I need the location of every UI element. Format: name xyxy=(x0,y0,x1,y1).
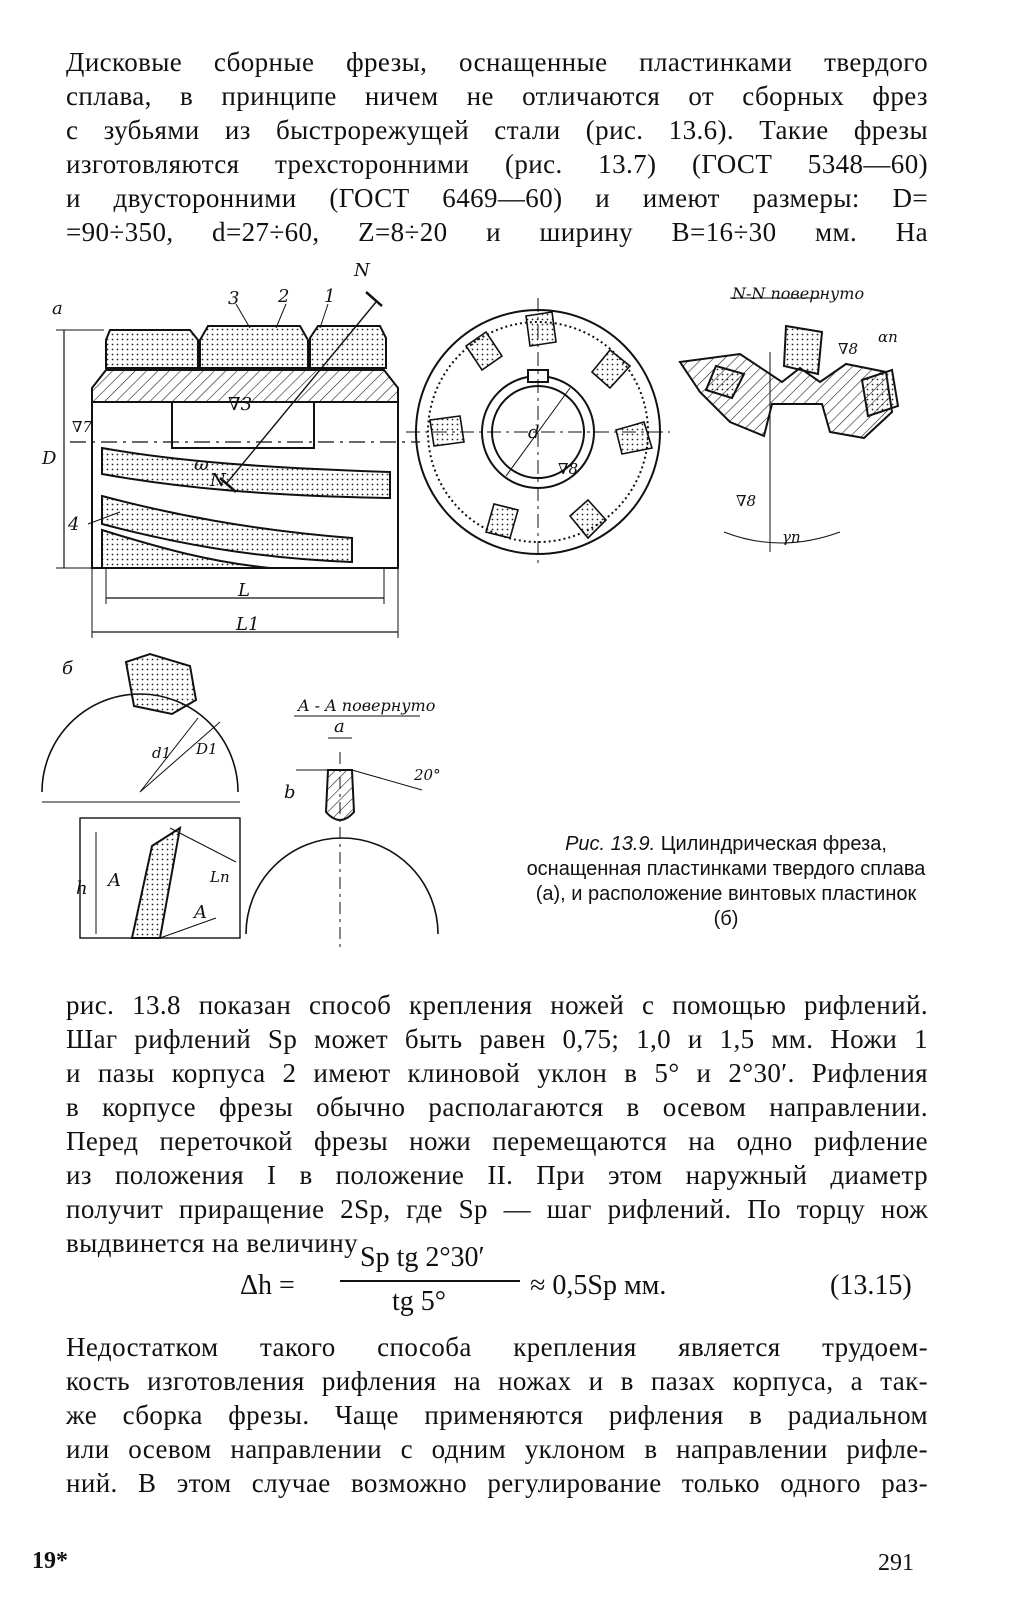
label-section-a1: A xyxy=(108,870,121,891)
text-line: или осевом направлении с одним уклоном в направлении рифле- xyxy=(66,1434,928,1464)
label-omega: ω xyxy=(194,454,209,475)
section-aa-label: A - A повернуто xyxy=(298,696,436,715)
label-d: d xyxy=(528,422,540,443)
text-line: в корпусе фрезы обычно располагаются в осевом направлении. xyxy=(66,1092,928,1122)
label-L: L xyxy=(238,580,250,601)
label-insert-1: 1 xyxy=(324,286,336,307)
part-b-label: б xyxy=(62,658,73,679)
text-line: Недостатком такого способа крепления является трудоем- xyxy=(66,1332,928,1362)
label-finish-8a: ∇8 xyxy=(558,460,579,478)
text-line: Дисковые сборные фрезы, оснащенные пластинками твердого xyxy=(66,47,928,77)
label-b: b xyxy=(284,782,296,803)
page-number: 291 xyxy=(878,1550,914,1576)
text-line: рис. 13.8 показан способ крепления ножей с помощью рифлений. xyxy=(66,990,928,1020)
paragraph-mid xyxy=(66,988,928,1260)
figure-caption xyxy=(526,832,926,932)
text-line: и пазы корпуса 2 имеют клиновой уклон в 5° и 2°30′. Рифления xyxy=(66,1058,928,1088)
label-finish-8c: ∇8 xyxy=(736,492,757,510)
paragraph-top xyxy=(66,45,928,249)
section-nn-label: N-N повернуто xyxy=(732,284,865,303)
formula-lhs: Δh = xyxy=(240,1270,295,1301)
label-L1: L1 xyxy=(236,614,260,635)
formula-numerator: Sр tg 2°30′ xyxy=(360,1242,485,1273)
equation-number: (13.15) xyxy=(830,1270,912,1301)
text-line: и двусторонними (ГОСТ 6469—60) и имеют размеры: D= xyxy=(66,183,928,213)
paragraph-bottom xyxy=(66,1330,928,1500)
text-line: Шаг рифлений Sр может быть равен 0,75; 1,0 и 1,5 мм. Ножи 1 xyxy=(66,1024,928,1054)
caption-text: Цилиндрическая фреза, оснащенная пластинками твердого сплава (а), и расположение винтовых пластинок (б) xyxy=(526,833,926,930)
text-line: выдвинется на величину xyxy=(66,1228,358,1258)
signature-mark: 19* xyxy=(32,1548,68,1574)
text-line: из положения I в положение II. При этом наружный диаметр xyxy=(66,1160,928,1190)
label-gamma-n: γn xyxy=(782,528,801,546)
label-D: D xyxy=(42,448,57,469)
text-line: =90÷350, d=27÷60, Z=8÷20 и ширину B=16÷30 мм. На xyxy=(66,217,928,247)
label-section-a2: A xyxy=(194,902,207,923)
label-a: a xyxy=(334,716,345,737)
text-line: Перед переточкой фрезы ножи перемещаются на одно рифление xyxy=(66,1126,928,1156)
fraction-bar xyxy=(340,1280,520,1282)
text-line: получит приращение 2Sр, где Sр — шаг рифлений. По торцу нож xyxy=(66,1194,928,1224)
label-Ln: Ln xyxy=(210,868,230,886)
label-h: h xyxy=(76,878,88,899)
formula-13-15 xyxy=(240,1242,940,1322)
label-d1: d1 xyxy=(152,744,172,762)
label-alpha-n: αn xyxy=(878,328,898,346)
formula-rhs: ≈ 0,5Sр мм. xyxy=(530,1270,667,1301)
text-line: с зубьями из быстрорежущей стали (рис. 13.6). Такие фрезы xyxy=(66,115,928,145)
text-line: кость изготовления рифления на ножах и в пазах корпуса, а так- xyxy=(66,1366,928,1396)
part-a-label: а xyxy=(52,298,63,319)
label-finish-7: ∇7 xyxy=(72,418,93,436)
formula-denominator: tg 5° xyxy=(392,1286,446,1317)
text-line: же сборка фрезы. Чаще применяются рифления в радиальном xyxy=(66,1400,928,1430)
figure-13-9 xyxy=(40,262,1000,962)
text-line: ний. В этом случае возможно регулирование только одного раз- xyxy=(66,1468,928,1498)
label-n-top: N xyxy=(354,260,370,281)
label-insert-3: 3 xyxy=(228,288,240,309)
text-line: сплава, в принципе ничем не отличаются от сборных фрез xyxy=(66,81,928,111)
label-finish-3: ∇3 xyxy=(228,394,253,415)
section-nn xyxy=(680,298,898,552)
label-D1: D1 xyxy=(196,740,218,758)
label-n-mid: N xyxy=(210,470,226,491)
label-finish-8b: ∇8 xyxy=(838,340,859,358)
caption-title: Рис. 13.9. xyxy=(565,833,656,855)
text-line: изготовляются трехсторонними (рис. 13.7) (ГОСТ 5348—60) xyxy=(66,149,928,179)
label-angle: 20° xyxy=(414,766,441,784)
label-insert-2: 2 xyxy=(278,286,290,307)
label-insert-4: 4 xyxy=(68,514,80,535)
